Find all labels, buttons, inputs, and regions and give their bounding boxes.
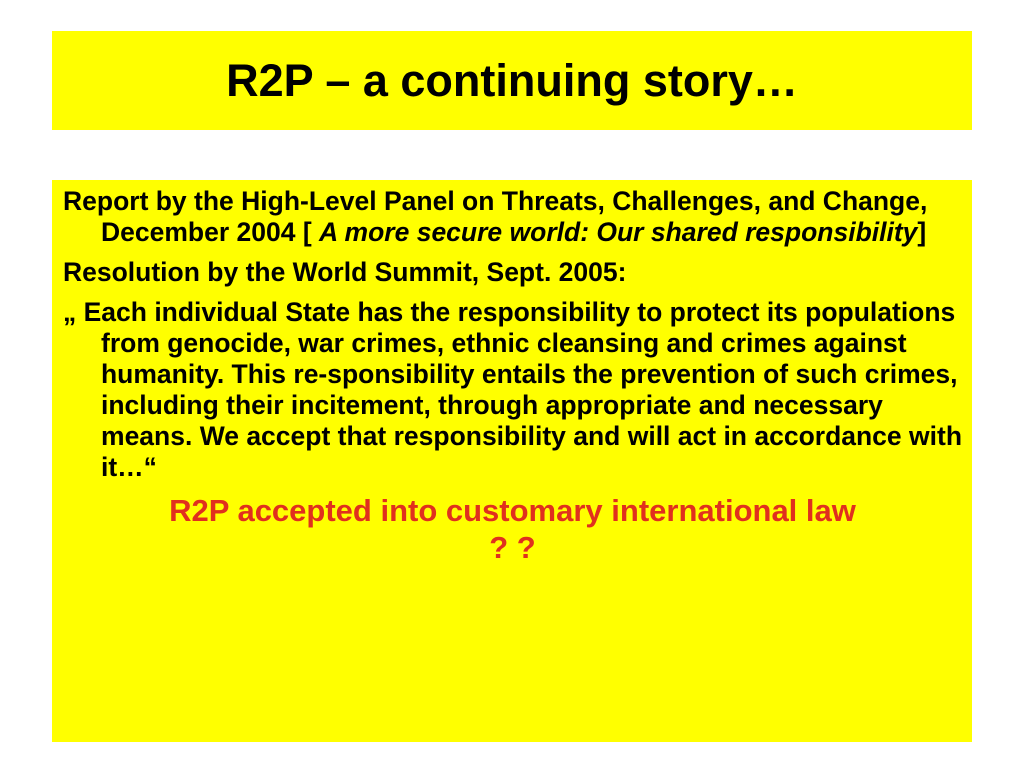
slide-title: R2P – a continuing story… (226, 54, 798, 106)
content-box (52, 180, 972, 742)
report-text-end: ] (917, 217, 927, 247)
title-box (52, 31, 972, 130)
paragraph-quote: „ Each individual State has the responsibility to protect its populations from genocide, war crimes, ethnic cleansing and crimes against humanity. This re-sponsibility entails the prevention of such crimes, including their incitement, through appropriate and necessary means. We accept that responsibility and will act in accordance with it…“ (63, 297, 963, 482)
report-title-italic: A more secure world: Our shared responsibility (319, 217, 918, 247)
paragraph-resolution: Resolution by the World Summit, Sept. 2005: (63, 257, 627, 287)
paragraph-report (63, 186, 962, 248)
conclusion-text (63, 492, 962, 566)
report-text: Report by the High-Level Panel on Threats, Challenges, and Change, December 2004 [ (63, 186, 928, 247)
conclusion-line-1: R2P accepted into customary international law (169, 493, 856, 528)
conclusion-line-2: ? ? (489, 530, 536, 565)
